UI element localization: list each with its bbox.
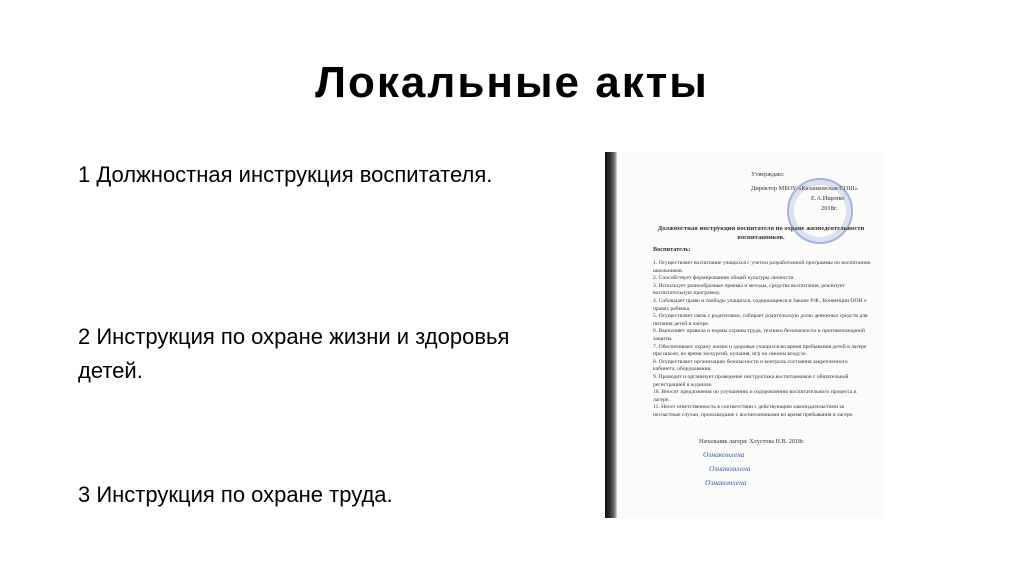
list-item-1: 1 Должностная инструкция воспитателя. [78,162,493,187]
duty-item: 1. Осуществляет воспитание учащихся с учетом разработанной программы по воспитанию школьников. [653,260,871,274]
handwritten-signature-2: Ознакомлена [709,464,751,473]
duty-item: 10. Вносит предложения по улучшению и оздоровлению воспитательного процесса в лагере. [653,389,857,403]
duty-item: 4. Соблюдает право и свободы учащихся, содержащиеся в Законе Р.Ф., Конвенции ООН о правах ребенка. [653,297,867,312]
list-item-3: 3 Инструкция по охране труда. [78,482,393,507]
duties-list [653,260,871,419]
duty-item: 6. Выполняет правила и нормы охраны труда, техники безопасности и противопожарной защиты. [653,328,865,342]
approve-line-2: Директор МБОУ «Казанковская СОШ» [751,185,858,192]
duty-item: 7. Обеспечивают охрану жизни и здоровья учащихся во время пребывания детей в лагере при школе, во время экскурсий, купания, игр на свежем воздухе. [653,343,867,358]
approve-line-4: 2018г. [821,205,838,212]
duty-item: 9. Проводит и организует проведение инструктажа воспитанников с обязательной регистрацией в журнале. [653,373,849,388]
approve-line-3: Е.А.Ищенко [811,195,845,202]
scanned-document-image [605,152,885,518]
approval-block [751,170,881,214]
handwritten-signature-1: Ознакомлена [703,450,745,459]
scan-shadow-edge [605,152,617,518]
slide-title: Локальные акты [315,58,709,107]
list-item-2: 2 Инструкция по охране жизни и здоровья детей. [78,324,510,383]
duty-item: 11. Несет ответственность в соответствии с действующим законодательством за несчастные случаи, происшедшие с воспитанниками во время пребывания в лагере. [653,404,854,418]
duty-item: 3. Использует разнообразные приемы и методы, средства воспитания, реализует воспитательную программу. [653,282,845,297]
head-signature-line: Начальник лагеря: Хлустова Н.В. 2018г. [699,438,805,445]
educator-label: Воспитатель: [653,246,691,253]
approve-line-1: Утверждаю: [751,171,785,178]
duty-item: 5. Осуществляет связь с родителями, собирает родительскую долю денежных средств для питания детей в лагере. [653,313,868,327]
duty-item: 8. Осуществляет организацию безопасности и контроль состояния закрепленного кабинета, оборудования. [653,358,848,373]
document-title: Должностная инструкция воспитателя по охране жизнедеятельности воспитанников. [657,225,865,241]
duty-item: 2. Способствует формированию общей культуры личности. [653,275,795,282]
handwritten-signature-3: Ознакомлена [705,478,747,487]
